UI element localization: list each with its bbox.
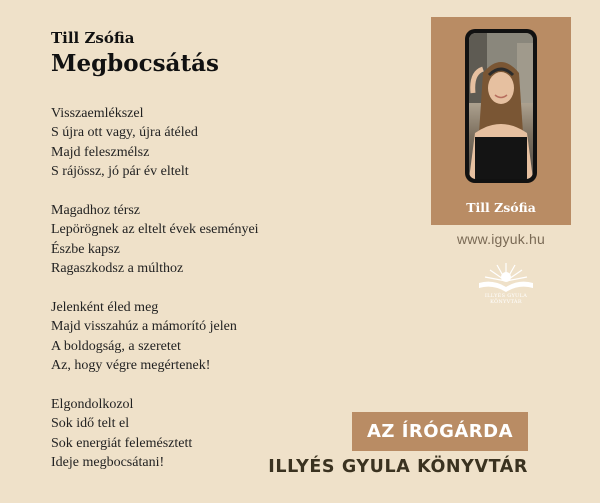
website-link[interactable]: www.igyuk.hu (457, 231, 545, 247)
author-photo (469, 33, 533, 179)
poem-line: A boldogság, a szeretet (51, 338, 181, 354)
poem-line: Magadhoz térsz (51, 203, 141, 219)
poem-line: Az, hogy végre megértenek! (51, 358, 211, 374)
author-card (431, 17, 571, 225)
portrait-image (469, 33, 533, 179)
poem-line: S rájössz, jó pár év eltelt (51, 164, 189, 180)
phone-frame (465, 29, 537, 183)
logo-caption-line: ILLYÉS GYULA (484, 293, 528, 299)
library-name: ILLYÉS GYULA KÖNYVTÁR (268, 457, 528, 477)
poem-line: Elgondolkozol (51, 397, 134, 413)
logo-caption (470, 293, 542, 305)
poem-line: Ragaszkodsz a múlthoz (51, 261, 184, 277)
irogarda-banner (352, 412, 528, 451)
poem-title: Megbocsátás (51, 50, 219, 77)
poem-body (51, 104, 259, 492)
poem-line: S újra ott vagy, újra átéled (51, 125, 198, 141)
stanza-3 (51, 298, 259, 376)
author-card-name: Till Zsófia (466, 200, 536, 215)
poem-line: Ideje megbocsátani! (51, 455, 165, 471)
banner-label: AZ ÍRÓGÁRDA (366, 421, 514, 442)
poem-line: Majd visszahúz a mámorító jelen (51, 319, 237, 335)
logo-caption-line: KÖNYVTÁR (490, 299, 522, 305)
poem-line: Jelenként éled meg (51, 300, 159, 316)
poem-line: Visszaemlékszel (51, 106, 144, 121)
poem-line: Majd feleszmélsz (51, 144, 150, 160)
poem-line: Sok idő telt el (51, 416, 130, 432)
stanza-2 (51, 201, 259, 279)
poem-line: Sok energiát felemésztett (51, 435, 193, 451)
poem-line: Észbe kapsz (51, 241, 120, 257)
poem-author: Till Zsófia (51, 29, 135, 47)
stanza-1 (51, 104, 259, 182)
poem-line: Lepörögnek az eltelt évek eseményei (51, 222, 259, 238)
